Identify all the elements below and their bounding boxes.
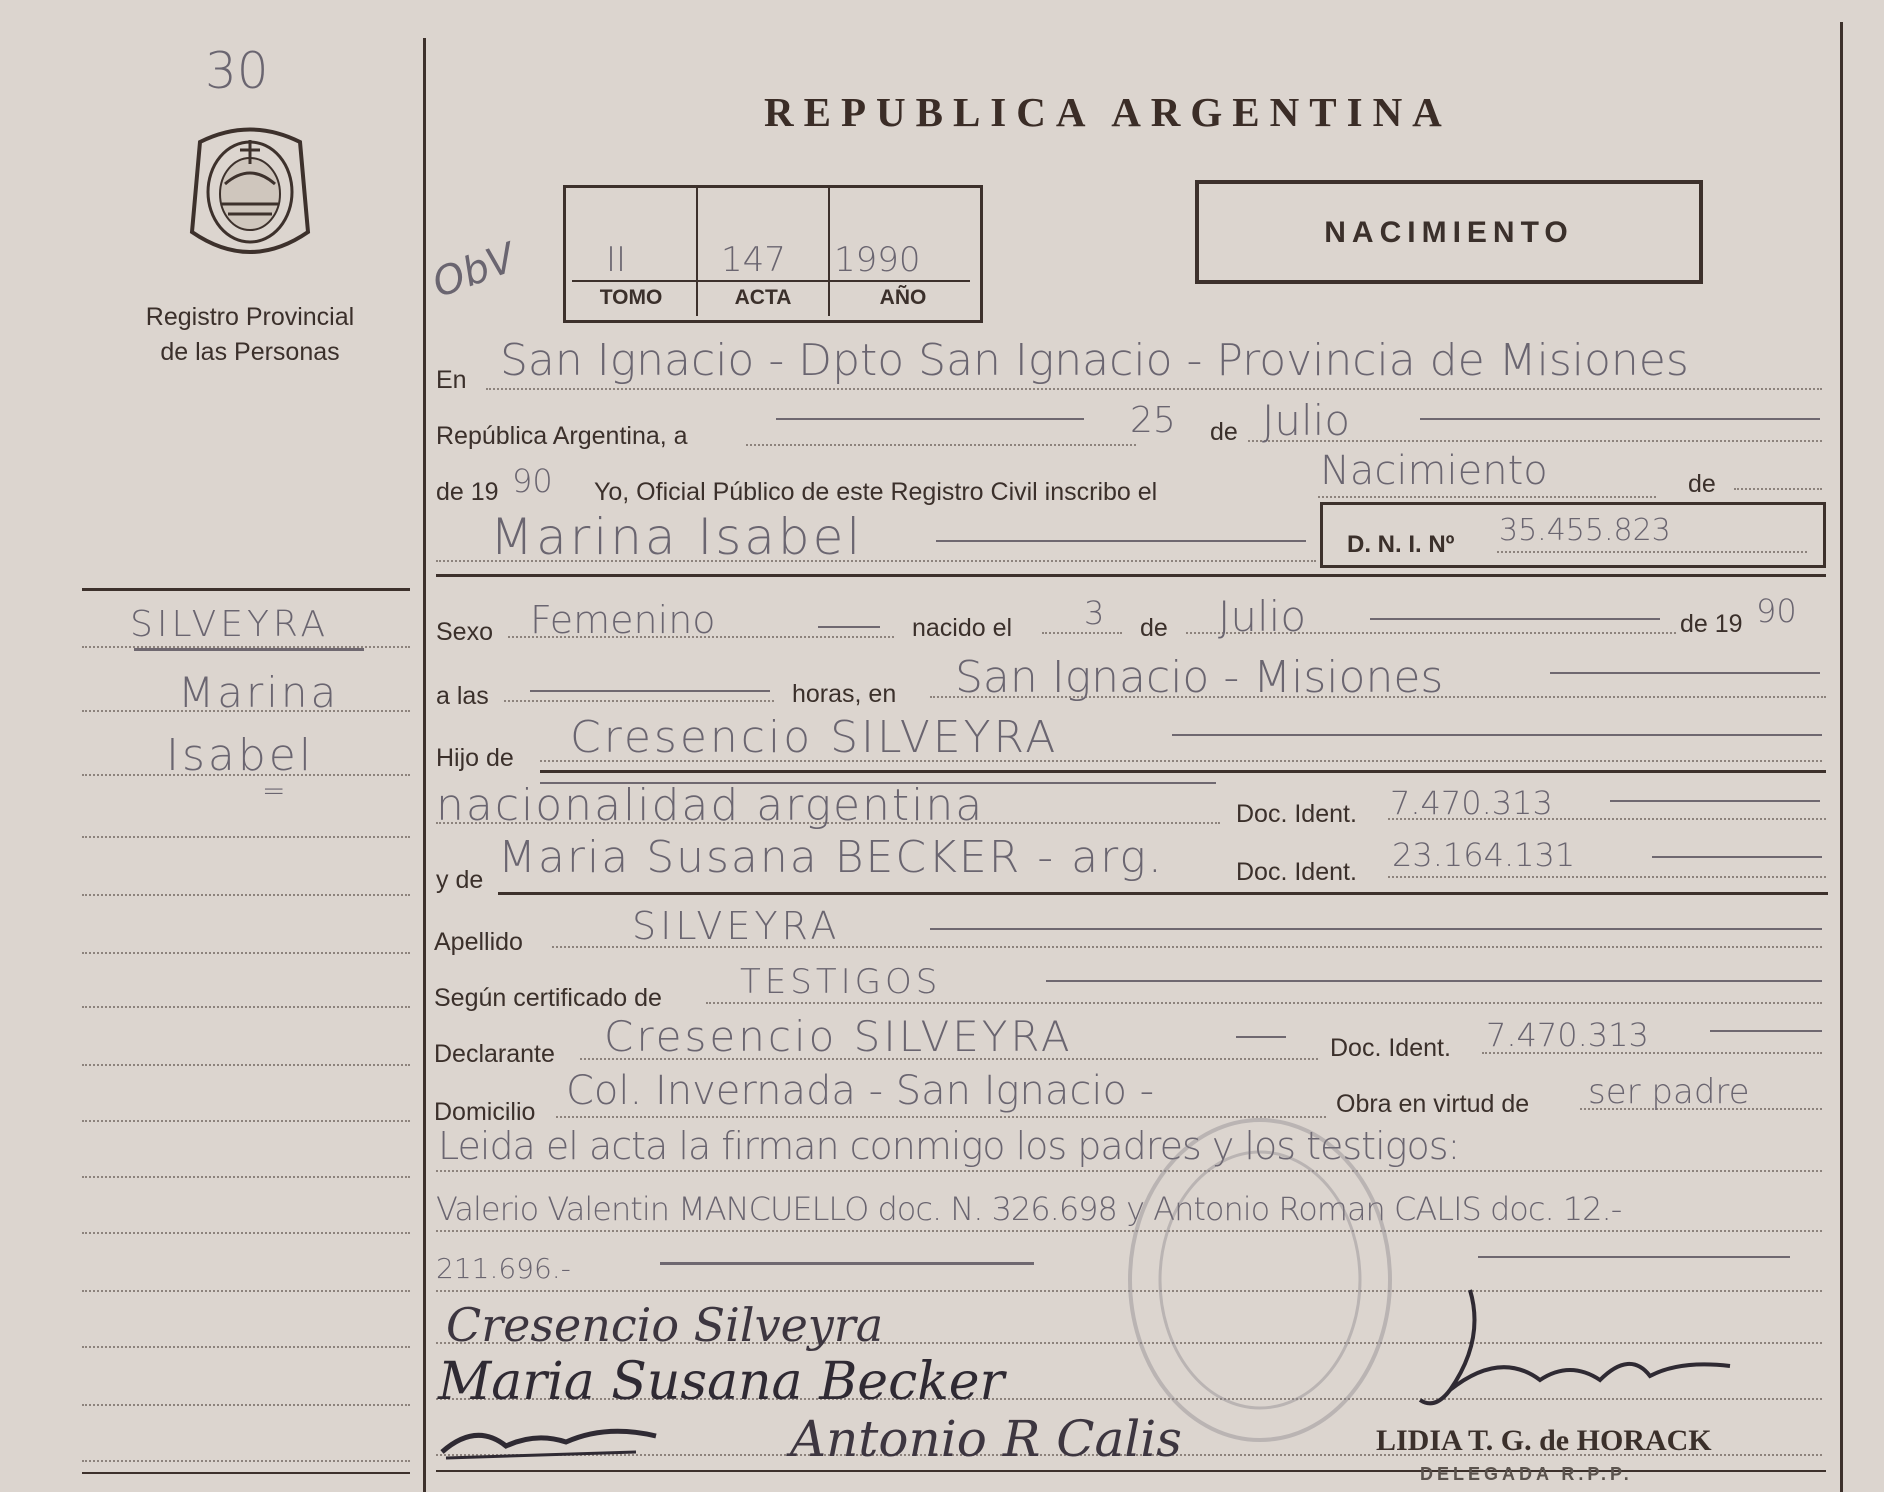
de-label-2: de	[1688, 470, 1716, 498]
declarante-doc-label: Doc. Ident.	[1330, 1034, 1451, 1062]
official-stamp-icon	[1120, 1110, 1400, 1450]
father-signature: Cresencio Silveyra	[446, 1298, 884, 1352]
record-box	[563, 185, 983, 323]
leida-text: Leida el acta la firman conmigo los padres y los testigos:	[438, 1124, 1460, 1168]
place-value: San Ignacio - Dpto San Ignacio - Provincia de Misiones	[500, 335, 1689, 386]
mother-doc-label: Doc. Ident.	[1236, 858, 1357, 886]
margin-first-name: Marina	[178, 668, 340, 717]
apellido-label: Apellido	[434, 928, 523, 956]
republica-label: República Argentina, a	[436, 422, 688, 450]
birth-month: Julio	[1218, 592, 1307, 641]
registry-line-1: Registro Provincial	[145, 303, 355, 331]
official-role: DELEGADA R.P.P.	[1420, 1464, 1633, 1484]
nationality: nacionalidad argentina	[436, 780, 985, 831]
child-name: Marina Isabel	[490, 508, 864, 566]
dni-label: D. N. I. Nº	[1347, 531, 1455, 558]
year-prefix: de 19	[436, 478, 499, 506]
horas-label: horas, en	[792, 680, 897, 708]
obra-value: ser padre	[1588, 1072, 1750, 1112]
margin-separator	[423, 38, 426, 1492]
domicilio-label: Domicilio	[434, 1098, 536, 1126]
month-value: Julio	[1262, 396, 1351, 445]
father-doc-label: Doc. Ident.	[1236, 800, 1357, 828]
mother-signature: Maria Susana Becker	[438, 1352, 1005, 1412]
birth-de: de	[1140, 614, 1168, 642]
domicilio-value: Col. Invernada - San Ignacio -	[566, 1068, 1155, 1114]
acta-label: ACTA	[734, 286, 792, 309]
obra-label: Obra en virtud de	[1336, 1090, 1530, 1118]
segun-value: TESTIGOS	[740, 962, 942, 1002]
tomo-value: II	[606, 240, 627, 280]
sexo-value: Femenino	[530, 598, 716, 642]
yo-text: Yo, Oficial Público de este Registro Civil inscribo el	[594, 478, 1158, 506]
sexo-label: Sexo	[436, 618, 493, 646]
registry-name	[90, 300, 410, 370]
day-value: 25	[1130, 400, 1176, 441]
declarante-value: Cresencio SILVEYRA	[604, 1012, 1073, 1061]
country-title: REPUBLICA ARGENTINA	[764, 89, 1452, 135]
segun-label: Según certificado de	[434, 984, 662, 1012]
witnesses-text: Valerio Valentin MANCUELLO doc. N. 326.698 y Antonio Roman CALIS doc. 12.-	[436, 1190, 1622, 1228]
acta-value: 147	[721, 240, 786, 280]
birth-year-suffix: 90	[1756, 592, 1797, 630]
act-kind: Nacimiento	[1320, 448, 1548, 494]
registry-line-2: de las Personas	[160, 338, 340, 366]
witnesses-text-2: 211.696.-	[436, 1252, 571, 1285]
anio-label: AÑO	[879, 286, 927, 309]
declarante-label: Declarante	[434, 1040, 555, 1068]
margin-surname: SILVEYRA	[130, 604, 330, 645]
record-type-box	[1195, 180, 1703, 284]
record-type: NACIMIENTO	[1324, 216, 1574, 249]
anio-value: 1990	[834, 240, 921, 280]
hijo-label: Hijo de	[436, 744, 514, 772]
yde-label: y de	[436, 866, 484, 894]
dni-value: 35.455.823	[1499, 513, 1671, 548]
year-suffix: 90	[512, 462, 553, 500]
margin-second-name: Isabel	[166, 730, 315, 781]
right-border	[1840, 22, 1843, 1492]
de-label: de	[1210, 418, 1238, 446]
mother-name: Maria Susana BECKER - arg.	[498, 832, 1164, 883]
birth-year-prefix: de 19	[1680, 610, 1743, 638]
alas-label: a las	[436, 682, 489, 710]
nacido-label: nacido el	[912, 614, 1013, 642]
folio-number: 30	[205, 42, 269, 100]
en-label: En	[436, 366, 467, 394]
margin-mark: =	[262, 774, 286, 807]
mother-doc: 23.164.131	[1392, 836, 1576, 874]
official-signature-icon	[1410, 1280, 1740, 1435]
official-name: LIDIA T. G. de HORACK	[1376, 1424, 1712, 1457]
birth-place: San Ignacio - Misiones	[955, 652, 1444, 703]
father-name: Cresencio SILVEYRA	[570, 712, 1059, 763]
initials: ObV	[426, 234, 522, 308]
birth-day: 3	[1084, 594, 1105, 632]
father-doc: 7.470.313	[1390, 784, 1553, 822]
dni-box	[1320, 502, 1826, 568]
apellido-value: SILVEYRA	[632, 904, 841, 948]
witness-signature: Antonio R Calis	[790, 1410, 1182, 1468]
witness-scribble-icon	[436, 1412, 676, 1467]
provincial-seal-icon	[180, 122, 320, 272]
declarante-doc: 7.470.313	[1486, 1016, 1649, 1054]
tomo-label: TOMO	[599, 286, 663, 309]
